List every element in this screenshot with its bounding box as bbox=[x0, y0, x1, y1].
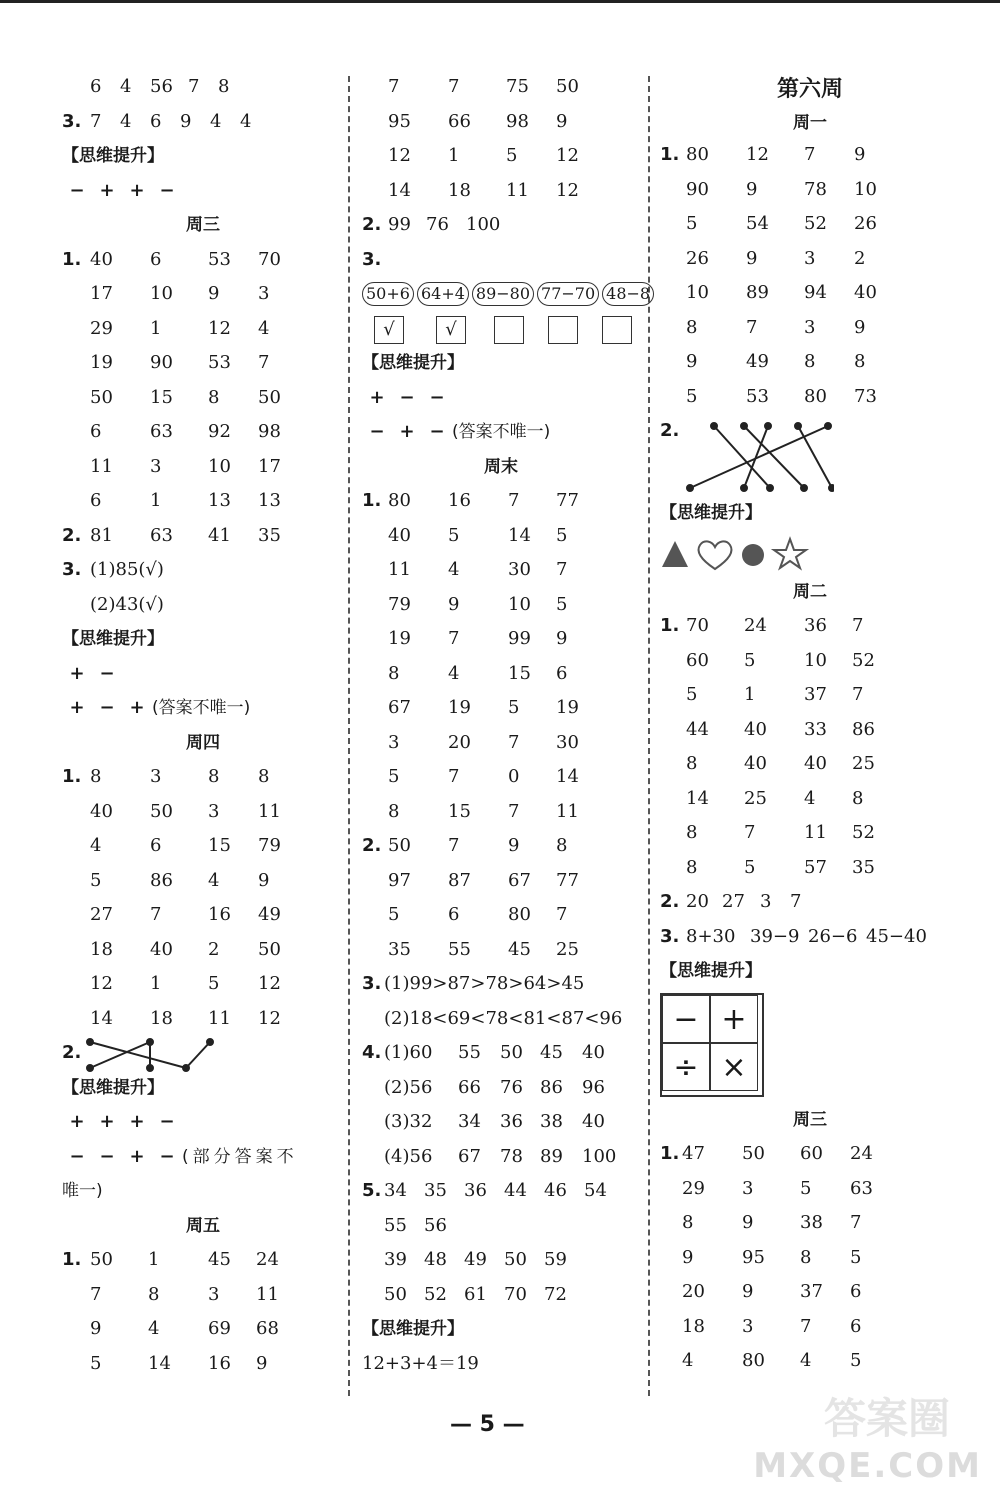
thu-q1-grid: 1. 8 3 8 8 40 50 3 11 4 6 15 79 5 86 4 9 27 7 16 49 18 40 2 50 12 1 5 12 14 18 11 12 bbox=[62, 766, 281, 1029]
answer-row: 2. 20 27 3 7 bbox=[660, 891, 802, 912]
week-title: 第六周 bbox=[776, 76, 843, 102]
column-3 bbox=[660, 70, 960, 1379]
shapes-icon bbox=[660, 533, 810, 573]
divide-icon: ÷ bbox=[662, 1043, 710, 1091]
wed-q1-grid: 1. 47 50 60 24 29 3 5 63 8 9 38 7 9 95 8 5 20 9 37 6 18 3 7 6 4 80 4 5 bbox=[660, 1143, 873, 1371]
matching-lines-icon bbox=[684, 422, 834, 494]
sign-row: − − + − (部分答案不 bbox=[69, 1145, 298, 1167]
section-heading: 【思维提升】 bbox=[362, 353, 464, 373]
answer-row: (2)18<69<78<81<87<96 bbox=[384, 1007, 623, 1029]
wed-q1-grid: 1. 40 6 53 70 17 10 9 3 29 1 12 4 19 90 53 7 50 15 8 50 6 63 92 98 11 3 10 17 6 1 13 13 bbox=[62, 248, 281, 511]
operator-grid bbox=[660, 993, 764, 1097]
answer-row: 3. 7 4 6 9 4 4 bbox=[62, 110, 252, 132]
sign-row: + + + − bbox=[69, 1111, 175, 1132]
check-box bbox=[494, 316, 524, 344]
watermark-logo: 答案圈 bbox=[823, 1394, 950, 1443]
star-icon bbox=[774, 539, 806, 568]
answer-row: 3. 8+30 39−9 26−6 45−40 bbox=[660, 925, 927, 947]
check-box: √ bbox=[436, 316, 466, 344]
weekend-q4-grid: 4. (1)60 55 50 45 40 (2)56 66 76 86 96 (3)32 34 36 38 40 (4)56 67 78 89 100 bbox=[362, 1042, 617, 1167]
answer-row: 12+3+4＝19 bbox=[362, 1352, 479, 1374]
fri-q1-grid: 1. 50 1 45 24 7 8 3 11 9 4 69 68 5 14 16 9 bbox=[62, 1249, 279, 1374]
circle-icon bbox=[742, 544, 764, 566]
check-box bbox=[602, 316, 632, 344]
top-grid: 7 7 75 50 95 66 98 9 12 1 5 12 14 18 11 12 bbox=[388, 76, 579, 201]
heart-icon bbox=[699, 541, 732, 569]
operator-grid-row bbox=[660, 989, 960, 1103]
watermark: MXQE.COM bbox=[753, 1446, 982, 1486]
section-heading: 【思维提升】 bbox=[62, 146, 164, 166]
section-heading: 【思维提升】 bbox=[660, 961, 762, 981]
expression-box: 50+6 bbox=[362, 282, 414, 306]
sign-row: + − − bbox=[369, 386, 445, 408]
check-box: √ bbox=[374, 316, 404, 344]
matching-lines-icon bbox=[86, 1038, 216, 1072]
check-box bbox=[548, 316, 578, 344]
top-border bbox=[0, 0, 1000, 3]
shapes-row bbox=[660, 531, 960, 575]
plus-icon: + bbox=[710, 995, 758, 1043]
day-title: 周二 bbox=[793, 581, 827, 602]
answer-row: 3. (1)85(√) bbox=[62, 559, 164, 580]
triangle-icon bbox=[662, 541, 688, 567]
minus-icon: − bbox=[662, 995, 710, 1043]
sign-row: − + − (答案不唯一) bbox=[369, 421, 551, 442]
column-divider bbox=[648, 76, 650, 1396]
day-title: 周四 bbox=[186, 732, 220, 753]
weekend-q1-grid: 1. 80 16 7 77 40 5 14 5 11 4 30 7 79 9 10 5 19 7 99 9 8 4 15 6 67 19 5 19 3 20 7 30 5 7 0 14 8 15 7 11 bbox=[362, 490, 579, 822]
expression-row bbox=[362, 277, 651, 312]
matching-diagram: 2. bbox=[660, 414, 960, 496]
note-row: 唯一) bbox=[62, 1181, 103, 1201]
day-title: 周三 bbox=[186, 215, 220, 235]
sign-row: − + + − bbox=[69, 179, 175, 201]
multiply-icon: × bbox=[710, 1043, 758, 1091]
day-title: 周一 bbox=[793, 113, 827, 133]
column-divider bbox=[348, 76, 350, 1396]
expression-box: 48−8 bbox=[602, 282, 654, 306]
answer-row: (2)43(√) bbox=[90, 593, 164, 615]
column-2 bbox=[362, 70, 651, 1381]
section-heading: 【思维提升】 bbox=[62, 629, 164, 649]
sign-row: + − bbox=[69, 662, 115, 684]
sign-row: + − + (答案不唯一) bbox=[69, 697, 251, 718]
answer-row: 2. 99 76 100 bbox=[362, 214, 501, 235]
tue-q1-grid: 1. 70 24 36 7 60 5 10 52 5 1 37 7 44 40 33 86 8 40 40 25 14 25 4 8 8 7 11 52 8 5 57 35 bbox=[660, 615, 875, 878]
page-number: — 5 — bbox=[450, 1412, 525, 1437]
answer-row: 3. bbox=[362, 248, 382, 270]
checkbox-row bbox=[362, 312, 640, 347]
section-heading: 【思维提升】 bbox=[660, 503, 762, 523]
section-heading: 【思维提升】 bbox=[362, 1319, 464, 1339]
answer-row: 6 4 56 7 8 bbox=[90, 76, 230, 97]
section-heading: 【思维提升】 bbox=[62, 1077, 164, 1098]
day-title: 周五 bbox=[186, 1215, 220, 1236]
matching-diagram: 2. bbox=[62, 1036, 344, 1071]
weekend-q5-grid: 5. 34 35 36 44 46 54 55 56 39 48 49 50 59 50 52 61 70 72 bbox=[362, 1180, 607, 1305]
weekend-q2-grid: 2. 50 7 9 8 97 87 67 77 5 6 80 7 35 55 45 25 bbox=[362, 835, 579, 960]
answer-row: 3. (1)99>87>78>64>45 bbox=[362, 973, 585, 994]
expression-box: 89−80 bbox=[472, 282, 534, 306]
day-title: 周末 bbox=[484, 456, 518, 477]
column-1 bbox=[62, 70, 344, 1381]
expression-box: 77−70 bbox=[537, 282, 599, 306]
day-title: 周三 bbox=[793, 1109, 827, 1130]
expression-box: 64+4 bbox=[417, 282, 469, 306]
answer-row: 2. 81 63 41 35 bbox=[62, 524, 281, 546]
mon-q1-grid: 1. 80 12 7 9 90 9 78 10 5 54 52 26 26 9 3 2 10 89 94 40 8 7 3 9 9 49 8 8 5 53 80 73 bbox=[660, 144, 877, 407]
